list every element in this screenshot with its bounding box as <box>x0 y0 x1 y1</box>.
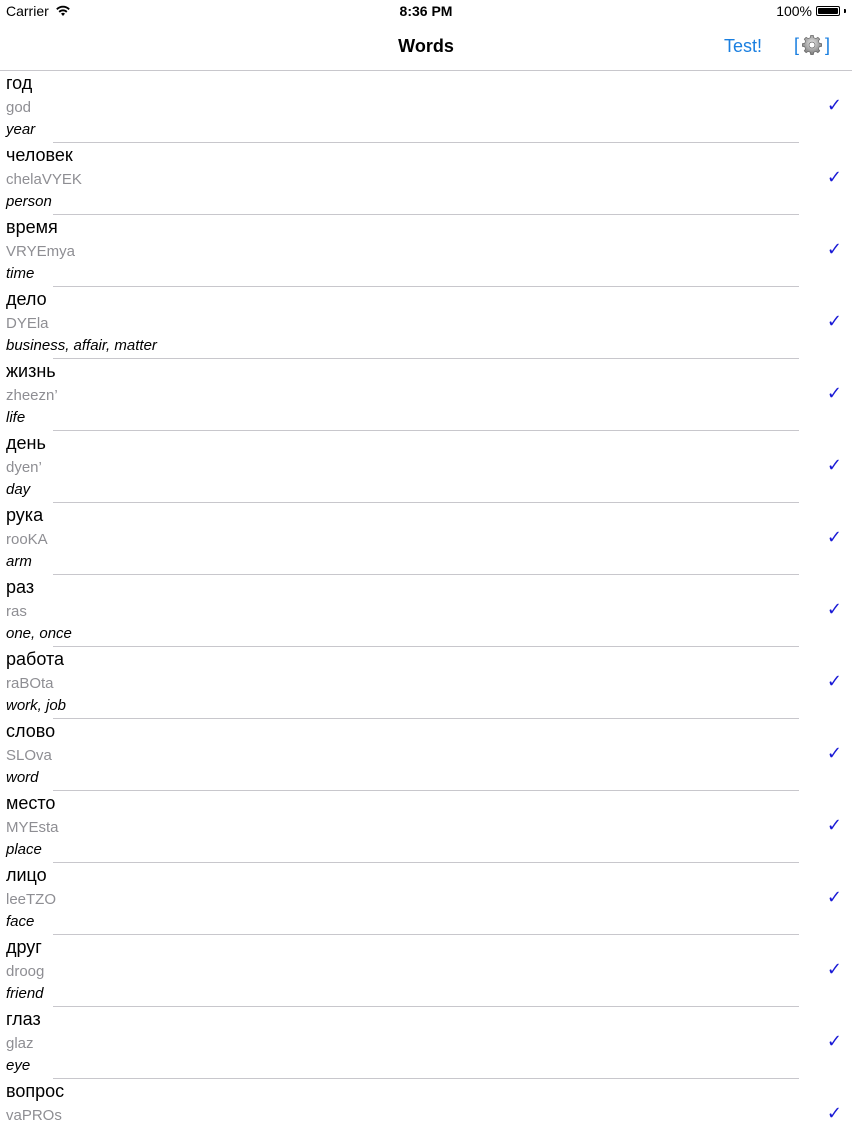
transliteration-text: VRYEmya <box>6 243 75 260</box>
word-text: место <box>6 793 56 813</box>
word-row[interactable] <box>0 1007 852 1079</box>
word-row[interactable] <box>0 503 852 575</box>
transliteration-text: SLOva <box>6 747 52 764</box>
checkmark-icon: ✓ <box>826 1103 842 1123</box>
word-text: день <box>6 433 46 453</box>
checkmark-icon: ✓ <box>826 743 842 763</box>
word-text: рука <box>6 505 44 525</box>
word-row[interactable] <box>0 791 852 863</box>
word-text: друг <box>6 937 42 957</box>
meaning-text: one, once <box>6 625 72 642</box>
transliteration-text: MYEsta <box>6 819 59 836</box>
meaning-text: time <box>6 265 35 282</box>
word-text: жизнь <box>6 361 56 381</box>
checkmark-icon: ✓ <box>826 311 842 331</box>
word-row[interactable] <box>0 143 852 215</box>
page-title: Words <box>398 36 454 56</box>
word-text: работа <box>6 649 64 669</box>
status-bar <box>0 0 852 24</box>
word-text: дело <box>6 289 47 309</box>
transliteration-text: glaz <box>6 1035 34 1052</box>
meaning-text: face <box>6 913 35 930</box>
transliteration-text: droog <box>6 963 45 980</box>
checkmark-icon: ✓ <box>826 671 842 691</box>
checkmark-icon: ✓ <box>826 527 842 547</box>
checkmark-icon: ✓ <box>826 1031 842 1051</box>
word-row[interactable] <box>0 863 852 935</box>
word-row[interactable] <box>0 359 852 431</box>
meaning-text: arm <box>6 553 32 570</box>
test-button[interactable]: Test! <box>723 36 762 56</box>
checkmark-icon: ✓ <box>826 383 842 403</box>
word-text: раз <box>6 577 35 597</box>
battery-percent: 100% <box>776 3 812 19</box>
checkmark-icon: ✓ <box>826 455 842 475</box>
word-row[interactable] <box>0 575 852 647</box>
settings-bracket-open: [ <box>793 34 799 55</box>
settings-button[interactable] <box>794 34 830 56</box>
word-row[interactable] <box>0 1079 852 1136</box>
word-row[interactable] <box>0 719 852 791</box>
meaning-text: friend <box>6 985 44 1002</box>
settings-bracket-close: ] <box>824 34 830 55</box>
transliteration-text: chelaVYEK <box>6 171 82 188</box>
checkmark-icon: ✓ <box>826 815 842 835</box>
word-row[interactable] <box>0 71 852 143</box>
word-text: глаз <box>6 1009 41 1029</box>
meaning-text: business, affair, matter <box>6 337 157 354</box>
transliteration-text: ras <box>6 603 27 620</box>
word-text: человек <box>6 145 73 165</box>
transliteration-text: leeTZO <box>6 891 57 908</box>
checkmark-icon: ✓ <box>826 95 842 115</box>
word-row[interactable] <box>0 935 852 1007</box>
meaning-text: place <box>6 841 42 858</box>
meaning-text: work, job <box>6 697 67 714</box>
transliteration-text: dyen’ <box>6 459 42 476</box>
battery-tip <box>844 9 846 13</box>
meaning-text: day <box>6 481 31 498</box>
word-row[interactable] <box>0 287 852 359</box>
word-text: вопрос <box>6 1081 65 1101</box>
meaning-text: life <box>6 409 26 426</box>
word-text: слово <box>6 721 56 741</box>
transliteration-text: rooKA <box>6 531 48 548</box>
word-row[interactable] <box>0 431 852 503</box>
word-list <box>0 71 852 1136</box>
transliteration-text: DYEla <box>6 315 49 332</box>
word-text: лицо <box>6 865 47 885</box>
meaning-text: eye <box>6 1057 31 1074</box>
transliteration-text: raBOta <box>6 675 54 692</box>
meaning-text: year <box>6 121 36 138</box>
checkmark-icon: ✓ <box>826 887 842 907</box>
word-text: год <box>6 73 33 93</box>
gear-icon <box>801 34 823 56</box>
status-right <box>776 3 846 19</box>
word-row[interactable] <box>0 215 852 287</box>
checkmark-icon: ✓ <box>826 167 842 187</box>
carrier-label: Carrier <box>6 3 49 19</box>
battery-icon <box>816 6 840 16</box>
meaning-text: person <box>6 193 52 210</box>
meaning-text: word <box>6 769 39 786</box>
navigation-bar <box>0 24 852 71</box>
transliteration-text: god <box>6 99 32 116</box>
checkmark-icon: ✓ <box>826 239 842 259</box>
battery-fill <box>818 8 838 14</box>
word-text: время <box>6 217 58 237</box>
transliteration-text: vaPROs <box>6 1107 62 1124</box>
checkmark-icon: ✓ <box>826 599 842 619</box>
status-time: 8:36 PM <box>399 3 453 19</box>
checkmark-icon: ✓ <box>826 959 842 979</box>
transliteration-text: zheezn’ <box>6 387 58 404</box>
word-row[interactable] <box>0 647 852 719</box>
